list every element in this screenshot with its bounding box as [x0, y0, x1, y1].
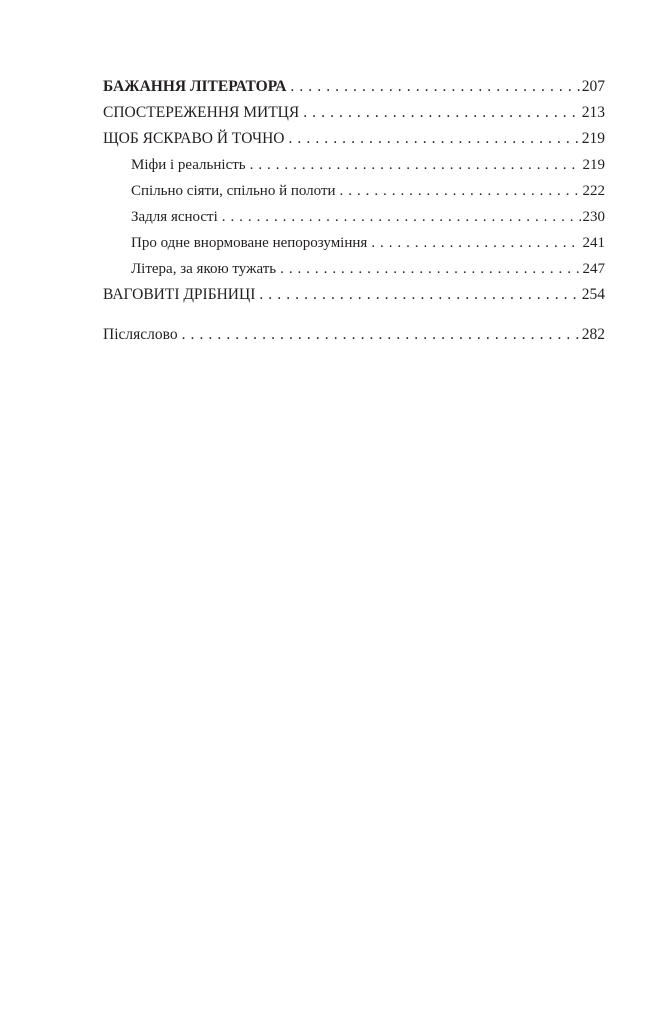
toc-entry-title: Задля ясності — [131, 209, 218, 225]
toc-entry-title: ЩОБ ЯСКРАВО Й ТОЧНО — [103, 130, 285, 147]
table-of-contents — [103, 74, 605, 348]
toc-entry-page: 219 — [582, 157, 605, 173]
toc-entry-title: Літера, за якою тужать — [131, 261, 277, 277]
toc-entry-title: Про одне внормоване непорозуміння — [131, 235, 368, 251]
toc-entry-title: ВАГОВИТІ ДРІБНИЦІ — [103, 286, 256, 303]
toc-subentry[interactable] — [103, 178, 605, 204]
toc-entry-page: 207 — [581, 78, 605, 95]
toc-entry-page: 254 — [581, 286, 605, 303]
toc-subentry[interactable] — [103, 230, 605, 256]
toc-dot-leader — [280, 256, 580, 282]
toc-entry-page: 213 — [581, 104, 605, 121]
toc-entry-page: 219 — [581, 130, 605, 147]
toc-dot-leader — [371, 230, 580, 256]
toc-subentry[interactable] — [103, 152, 605, 178]
toc-entry-title: БАЖАННЯ ЛІТЕРАТОРА — [103, 78, 287, 95]
toc-entry-page: 222 — [582, 183, 605, 199]
toc-entry-title: Післяслово — [103, 326, 178, 343]
toc-dot-leader — [340, 178, 581, 204]
toc-subentry[interactable] — [103, 256, 605, 282]
toc-entry-page: 282 — [581, 326, 605, 343]
toc-dot-leader — [182, 322, 580, 348]
toc-dot-leader — [259, 282, 579, 308]
toc-entry[interactable] — [103, 100, 605, 126]
toc-subentry[interactable] — [103, 204, 605, 230]
toc-entry[interactable] — [103, 126, 605, 152]
toc-entry-page: 230 — [582, 209, 605, 225]
toc-entry-title: СПОСТЕРЕЖЕННЯ МИТЦЯ — [103, 104, 300, 121]
toc-dot-leader — [288, 126, 579, 152]
toc-entry-page: 247 — [582, 261, 605, 277]
toc-entry[interactable] — [103, 282, 605, 308]
toc-entry[interactable] — [103, 322, 605, 348]
toc-entry[interactable] — [103, 74, 605, 100]
toc-dot-leader — [290, 74, 579, 100]
toc-dot-leader — [222, 204, 581, 230]
toc-dot-leader — [250, 152, 581, 178]
toc-entry-page: 241 — [582, 235, 605, 251]
toc-entry-title: Спільно сіяти, спільно й полоти — [131, 183, 336, 199]
toc-dot-leader — [303, 100, 580, 126]
toc-entry-title: Міфи і реальність — [131, 157, 246, 173]
